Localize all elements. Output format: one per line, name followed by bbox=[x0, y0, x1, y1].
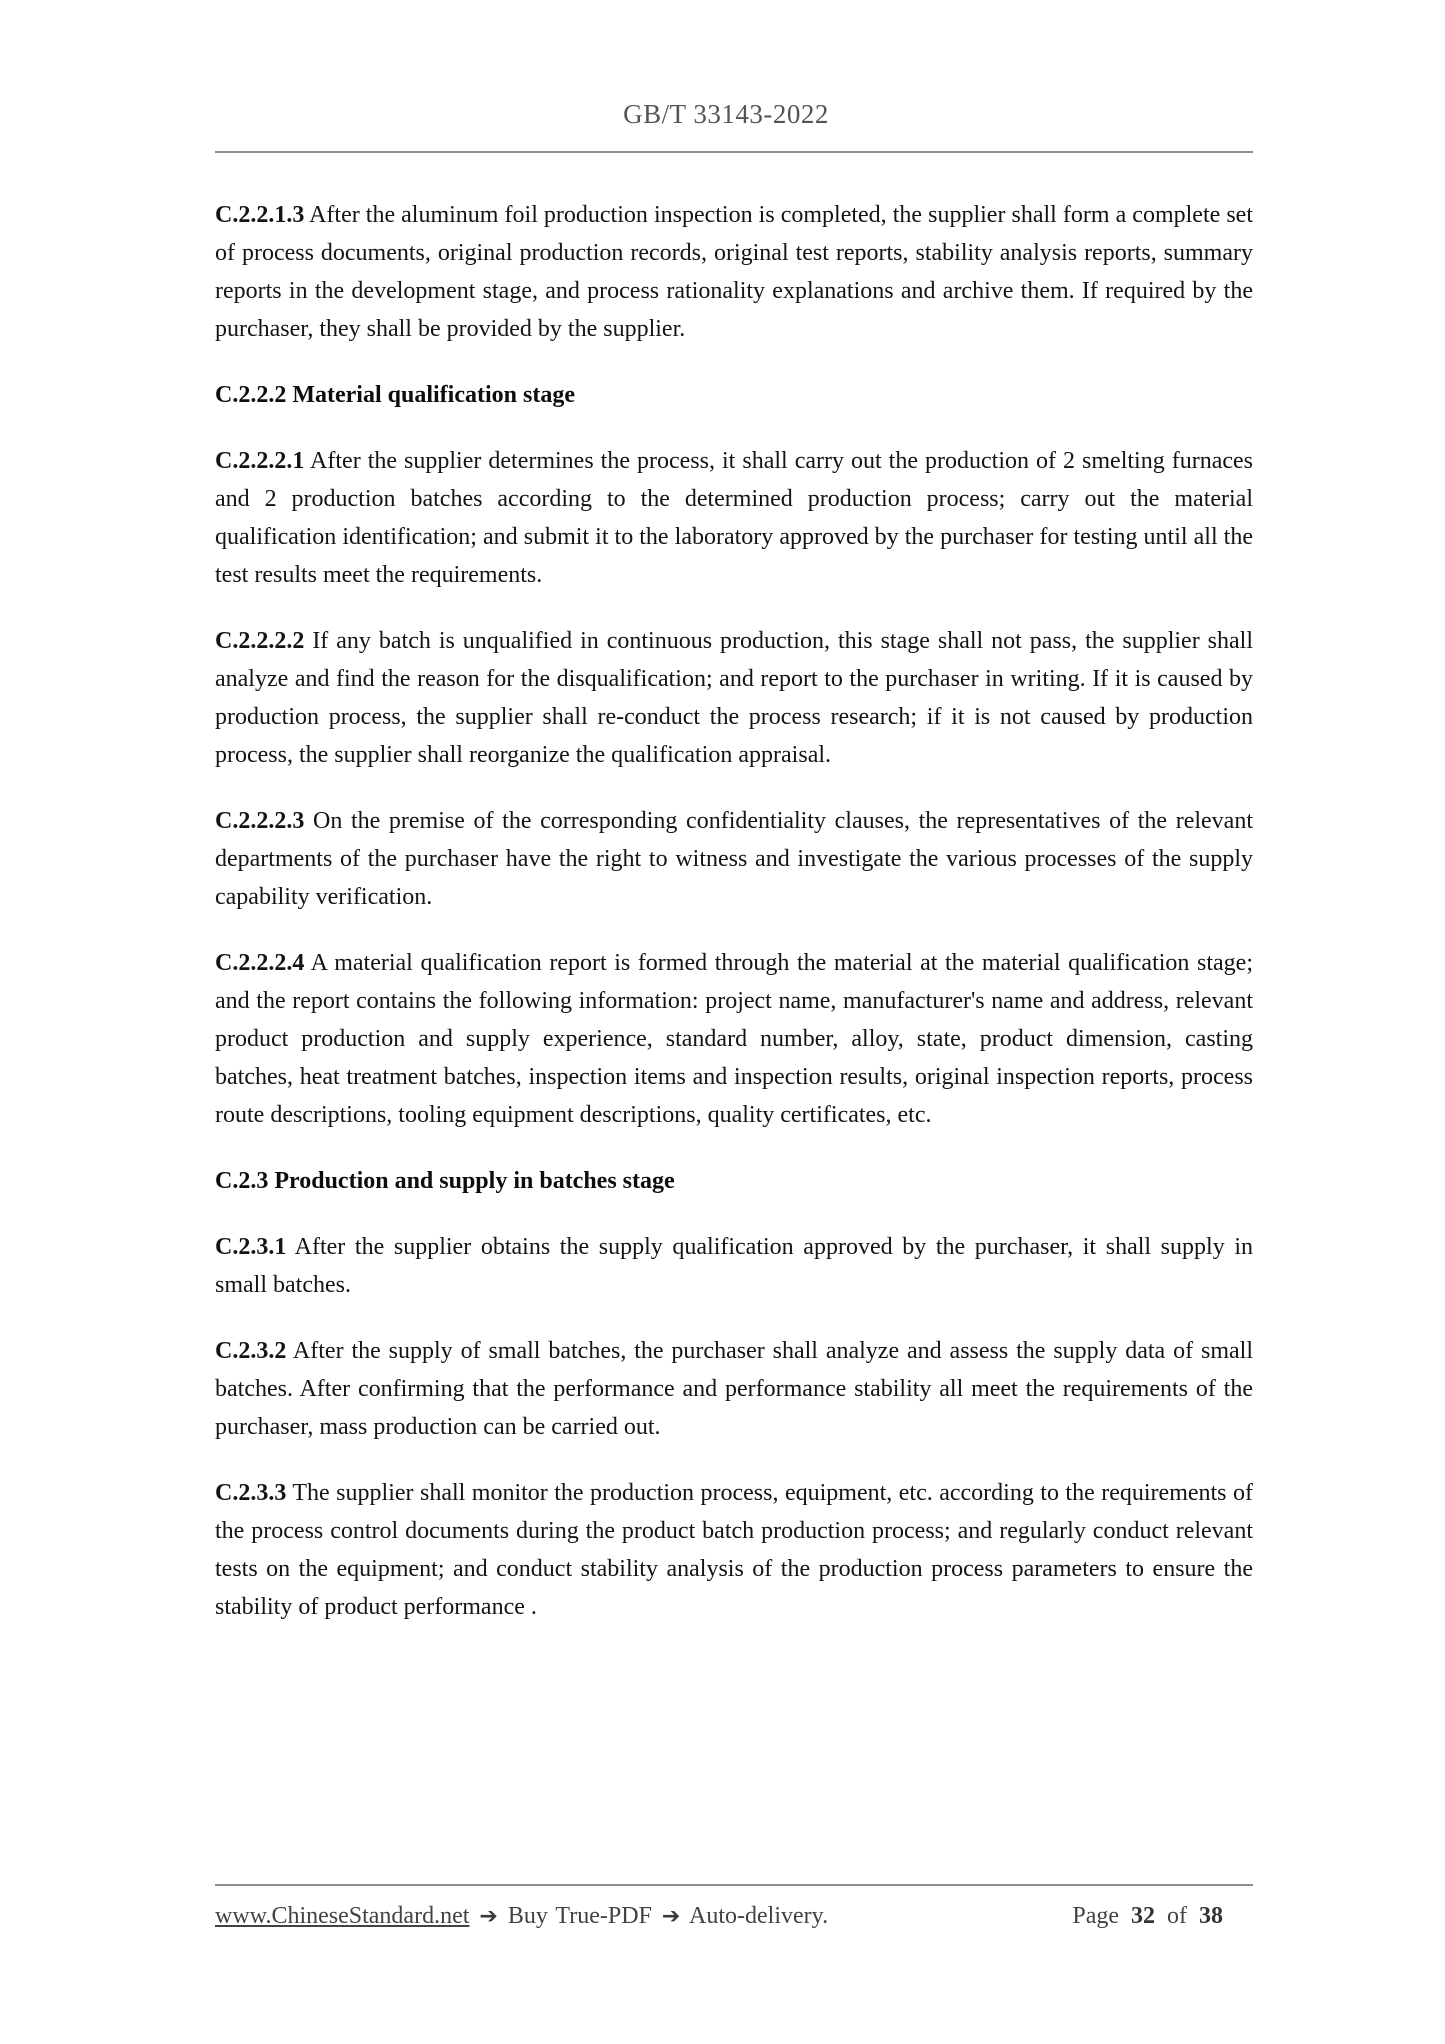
footer-divider bbox=[215, 1884, 1253, 1886]
clause-number: C.2.2.2.1 bbox=[215, 448, 305, 474]
page-word: Page bbox=[1072, 1903, 1119, 1929]
total-pages-number: 38 bbox=[1199, 1903, 1223, 1929]
auto-delivery-label: Auto-delivery. bbox=[689, 1903, 829, 1929]
current-page-number: 32 bbox=[1131, 1903, 1155, 1929]
clause-paragraph bbox=[215, 622, 1253, 774]
clause-paragraph bbox=[215, 1332, 1253, 1446]
page-indicator bbox=[1072, 1897, 1223, 1935]
document-body bbox=[215, 196, 1253, 1654]
clause-text: On the premise of the corresponding confidentiality clauses, the representatives of the relevant departments of the purchaser have the right to witness and investigate the various processes of the supply capability verification. bbox=[215, 808, 1254, 910]
clause-text: After the aluminum foil production inspection is completed, the supplier shall form a complete set of process documents, original production records, original test reports, stability analysis reports, summary reports in the development stage, and process rationality explanations and archive them. If required by the purchaser, they shall be provided by the supplier. bbox=[215, 202, 1253, 342]
clause-paragraph bbox=[215, 1474, 1253, 1626]
clause-paragraph bbox=[215, 944, 1253, 1134]
clause-paragraph bbox=[215, 442, 1253, 594]
clause-text: After the supply of small batches, the purchaser shall analyze and assess the supply data of small batches. After confirming that the performance and performance stability all meet the requirements of the purchaser, mass production can be carried out. bbox=[215, 1338, 1253, 1440]
footer-left bbox=[215, 1897, 828, 1936]
header-divider bbox=[215, 151, 1253, 153]
clause-number: C.2.2.2.4 bbox=[215, 950, 305, 976]
clause-text: A material qualification report is formed through the material at the material qualification stage; and the report contains the following information: project name, manufacturer's name and address, relevant product production and supply experience, standard number, alloy, state, product dimension, casting batches, heat treatment batches, inspection items and inspection results, original inspection reports, process route descriptions, tooling equipment descriptions, quality certificates, etc. bbox=[215, 950, 1253, 1128]
clause-number: C.2.3.3 bbox=[215, 1480, 287, 1506]
clause-paragraph bbox=[215, 802, 1253, 916]
section-heading bbox=[215, 376, 1253, 414]
right-arrow-icon: ➔ bbox=[661, 1904, 681, 1929]
clause-paragraph bbox=[215, 1228, 1253, 1304]
clause-number: C.2.3.1 bbox=[215, 1234, 287, 1260]
of-word: of bbox=[1167, 1903, 1187, 1929]
clause-number: C.2.2.2.2 bbox=[215, 628, 305, 654]
clause-text: After the supplier obtains the supply qualification approved by the purchaser, it shall supply in small batches. bbox=[215, 1234, 1253, 1298]
clause-text: The supplier shall monitor the production process, equipment, etc. according to the requirements of the process control documents during the product batch production process; and regularly conduct relevant tests on the equipment; and conduct stability analysis of the production process parameters to ensure the stability of product performance . bbox=[215, 1480, 1253, 1620]
clause-text: If any batch is unqualified in continuous production, this stage shall not pass, the supplier shall analyze and find the reason for the disqualification; and report to the purchaser in writing. If it is caused by production process, the supplier shall re-conduct the process research; if it is not caused by production process, the supplier shall reorganize the qualification appraisal. bbox=[215, 628, 1253, 768]
clause-number: C.2.2.2.3 bbox=[215, 808, 305, 834]
clause-number: C.2.2.1.3 bbox=[215, 202, 305, 228]
website-link[interactable]: www.ChineseStandard.net bbox=[215, 1903, 470, 1929]
document-header-title: GB/T 33143-2022 bbox=[623, 99, 829, 129]
section-heading bbox=[215, 1162, 1253, 1200]
right-arrow-icon: ➔ bbox=[479, 1904, 498, 1929]
clause-paragraph bbox=[215, 196, 1253, 348]
section-number: C.2.3 bbox=[215, 1168, 269, 1194]
section-title: Material qualification stage bbox=[292, 382, 575, 408]
section-number: C.2.2.2 bbox=[215, 382, 287, 408]
section-title: Production and supply in batches stage bbox=[274, 1168, 675, 1194]
clause-number: C.2.3.2 bbox=[215, 1338, 287, 1364]
page-footer bbox=[215, 1897, 1253, 1936]
buy-true-pdf-label: Buy True-PDF bbox=[507, 1903, 652, 1929]
clause-text: After the supplier determines the process, it shall carry out the production of 2 smelting furnaces and 2 production batches according to the determined production process; carry out the material qualification identification; and submit it to the laboratory approved by the purchaser for testing until all the test results meet the requirements. bbox=[215, 448, 1253, 588]
